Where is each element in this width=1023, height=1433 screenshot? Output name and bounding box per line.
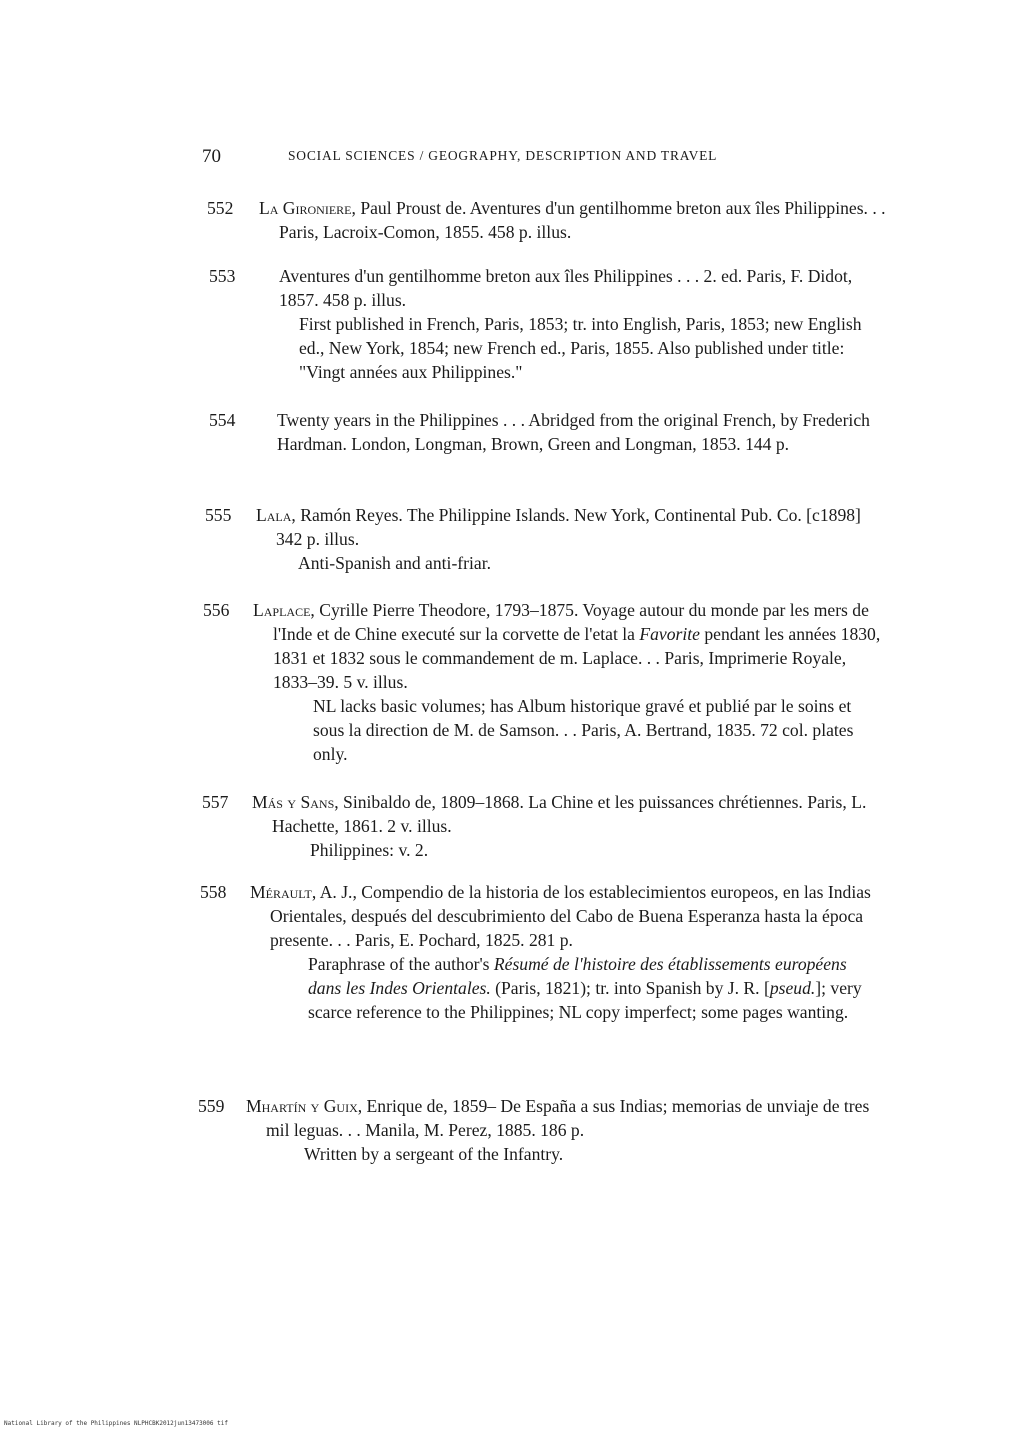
entry-number: 557 <box>202 792 229 812</box>
entry-author: Mérault, <box>250 882 317 902</box>
entry-number: 556 <box>203 600 230 620</box>
entry-number: 553 <box>209 266 236 286</box>
entry-text <box>246 1094 878 1166</box>
note-text: Paraphrase of the author's <box>308 954 494 974</box>
entry-text <box>279 264 873 384</box>
entry-citation: Paul Proust de. Aventures d'un gentilhomme breton aux îles Philippines. . . Paris, Lacroix-Comon, 1855. 458 p. illus. <box>279 198 886 242</box>
entry-note: Philippines: v. 2. <box>310 840 429 860</box>
entry-author: La Gironiere, <box>259 198 356 218</box>
entry-citation-cont: pendant les années 1830, 1831 et 1832 sous le commandement de m. Laplace. . . Paris, Imprimerie Royale, 1833–39. 5 v. illus. <box>273 624 881 692</box>
running-head: SOCIAL SCIENCES / GEOGRAPHY, DESCRIPTION AND TRAVEL <box>288 148 718 163</box>
entry-note: Anti-Spanish and anti-friar. <box>298 553 491 573</box>
entry-citation: Ramón Reyes. The Philippine Islands. New York, Continental Pub. Co. [c1898] 342 p. illus. <box>276 505 861 549</box>
entry-text <box>250 880 882 1024</box>
entry-citation: Twenty years in the Philippines . . . Abridged from the original French, by Frederich Hardman. London, Longman, Brown, Green and Longman, 1853. 144 p. <box>277 410 870 454</box>
entry-citation: Cyrille Pierre Theodore, 1793–1875. Voyage autour du monde par les mers de l'Inde et de Chine executé sur la corvette de l'etat la <box>273 600 869 644</box>
entry-text <box>252 790 884 862</box>
entry-author: Mhartín y Guix, <box>246 1096 363 1116</box>
entry-citation: Sinibaldo de, 1809–1868. La Chine et les puissances chrétiennes. Paris, L. Hachette, 1861. 2 v. illus. <box>272 792 867 836</box>
entry-note: Written by a sergeant of the Infantry. <box>304 1144 564 1164</box>
entry-author: Más y Sans, <box>252 792 339 812</box>
note-text: ]; very scarce reference to the Philippines; NL copy imperfect; some pages wanting. <box>308 978 862 1022</box>
entry-author: Laplace, <box>253 600 315 620</box>
ship-name: Favorite <box>639 624 700 644</box>
entry-text <box>256 503 888 575</box>
entry-citation: A. J., Compendio de la historia de los establecimientos europeos, en las Indias Orientales, después del descubrimiento del Cabo de Buena Esperanza hasta la época presente. . . Paris, E. Pochard, 1825. 281 p. <box>270 882 871 950</box>
entry-number: 555 <box>205 505 232 525</box>
entry-citation: Aventures d'un gentilhomme breton aux îles Philippines . . . 2. ed. Paris, F. Didot, 1857. 458 p. illus. <box>279 266 853 310</box>
page-number: 70 <box>202 146 221 167</box>
note-title: Résumé de l'histoire des établissements européens dans les Indes Orientales. <box>308 954 847 998</box>
entry-text <box>277 408 873 456</box>
entry-citation: Enrique de, 1859– De España a sus Indias; memorias de unviaje de tres mil leguas. . . Manila, M. Perez, 1885. 186 p. <box>266 1096 870 1140</box>
entry-note: NL lacks basic volumes; has Album historique gravé et publié par le soins et sous la direction de M. de Samson. . . Paris, A. Bertrand, 1835. 72 col. plates only. <box>313 696 854 764</box>
entry-note: First published in French, Paris, 1853; tr. into English, Paris, 1853; new English ed., New York, 1854; new French ed., Paris, 1855. Also published under title: "Vingt années aux Philippines." <box>299 314 862 382</box>
entry-text <box>259 196 891 244</box>
entry-note <box>270 952 882 1024</box>
note-abbrev: pseud. <box>769 978 816 998</box>
scan-footer: National Library of the Philippines NLPHCBK2012jun13473006 tif <box>4 1420 228 1427</box>
entry-number: 559 <box>198 1096 225 1116</box>
entry-author: Lala, <box>256 505 296 525</box>
entry-text <box>253 598 885 766</box>
entry-number: 558 <box>200 882 227 902</box>
entry-number: 554 <box>209 410 236 430</box>
entry-number: 552 <box>207 198 234 218</box>
note-text: (Paris, 1821); tr. into Spanish by J. R. [ <box>490 978 770 998</box>
